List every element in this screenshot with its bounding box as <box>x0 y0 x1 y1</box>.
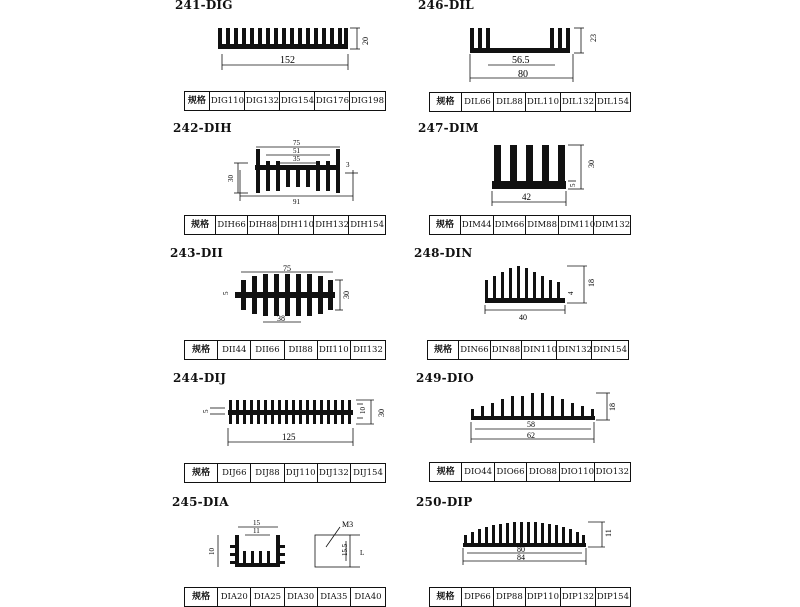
dim-label: 5 <box>569 183 577 187</box>
title-242: 242-DIH <box>173 121 232 135</box>
model-cell: DIN66 <box>458 341 489 359</box>
dim-label: 30 <box>227 175 235 182</box>
dim-label: 15 <box>253 519 260 527</box>
dim-label: 23 <box>589 34 598 42</box>
model-cell: DIH88 <box>247 216 278 234</box>
dim-label: 152 <box>280 55 295 66</box>
model-cell: DIL110 <box>525 93 560 111</box>
dim-label: 84 <box>517 553 525 562</box>
spec-table-246 <box>429 92 631 112</box>
model-cell: DIP88 <box>493 588 525 606</box>
dim-label: 80 <box>518 69 528 80</box>
model-cell: DIJ132 <box>317 464 350 482</box>
model-cell: DIM66 <box>493 216 526 234</box>
title-244: 244-DIJ <box>173 371 227 385</box>
dim-label: 56.5 <box>512 55 530 66</box>
dim-label: 58 <box>527 420 535 429</box>
spec-label: 规格 <box>191 220 210 230</box>
spec-label: 规格 <box>434 345 453 355</box>
model-cell: DIP110 <box>525 588 560 606</box>
model-cell: DII44 <box>217 341 250 359</box>
dim-label: 3 <box>346 161 350 169</box>
dim-label: 35 <box>293 155 300 163</box>
profile-drawing-247 <box>480 140 610 210</box>
spec-label: 规格 <box>192 592 211 602</box>
spec-table-247 <box>429 215 631 235</box>
model-cell: DIO44 <box>461 463 493 481</box>
model-cell: DIN88 <box>490 341 521 359</box>
model-cell: DII88 <box>284 341 317 359</box>
dim-label: 91 <box>293 198 300 206</box>
spec-label: 规格 <box>435 220 454 230</box>
title-245: 245-DIA <box>172 495 229 509</box>
model-cell: DIG110 <box>209 92 244 110</box>
dim-label: 75 <box>293 139 300 147</box>
dim-label: 75 <box>283 264 291 273</box>
dim-label: 125 <box>282 432 296 442</box>
model-cell: DIJ88 <box>250 464 283 482</box>
model-cell: DIP154 <box>595 588 630 606</box>
spec-label: 规格 <box>436 97 455 107</box>
title-241: 241-DIG <box>175 0 233 12</box>
model-cell: DIO110 <box>559 463 594 481</box>
model-cell: DIH132 <box>313 216 348 234</box>
profile-drawing-250 <box>455 515 625 573</box>
profile-drawing-244 <box>200 392 390 452</box>
title-250: 250-DIP <box>416 495 473 509</box>
model-cell: DIA25 <box>250 588 283 606</box>
model-cell: DIO66 <box>494 463 526 481</box>
spec-label: 规格 <box>187 96 206 106</box>
dim-label: 15.5 <box>341 543 349 556</box>
model-cell: DIM44 <box>460 216 493 234</box>
dim-label: 10 <box>359 407 367 414</box>
dim-label: 10 <box>208 548 216 555</box>
model-cell: DIM132 <box>593 216 630 234</box>
profile-drawing-241 <box>200 18 380 78</box>
profile-drawing-245 <box>200 515 370 573</box>
dim-label: 30 <box>377 409 386 417</box>
profile-drawing-243 <box>215 262 355 330</box>
model-cell: DIO88 <box>526 463 558 481</box>
model-cell: DIN132 <box>556 341 591 359</box>
model-cell: DIP132 <box>560 588 595 606</box>
spec-table-248 <box>427 340 629 360</box>
title-243: 243-DII <box>170 246 224 260</box>
model-cell: DIH110 <box>278 216 313 234</box>
title-247: 247-DIM <box>418 121 479 135</box>
spec-label: 规格 <box>436 592 455 602</box>
model-cell: DIL88 <box>493 93 525 111</box>
dim-label: 5 <box>222 291 230 295</box>
dim-label: 18 <box>587 279 596 287</box>
model-cell: DIM88 <box>525 216 558 234</box>
dim-label: 20 <box>361 37 370 45</box>
spec-label: 规格 <box>436 467 455 477</box>
dim-label: 11 <box>604 529 613 537</box>
spec-table-243 <box>184 340 386 360</box>
dim-label: 80 <box>517 545 525 554</box>
model-cell: DIA35 <box>317 588 350 606</box>
model-cell: DIL154 <box>595 93 630 111</box>
spec-label: 规格 <box>192 345 211 355</box>
model-cell: DIL132 <box>560 93 595 111</box>
model-cell: DIG176 <box>314 92 349 110</box>
spec-table-242 <box>184 215 386 235</box>
model-cell: DII110 <box>317 341 350 359</box>
profile-drawing-242 <box>220 135 380 210</box>
profile-drawing-248 <box>475 262 605 327</box>
title-248: 248-DIN <box>414 246 473 260</box>
title-249: 249-DIO <box>416 371 474 385</box>
model-cell: DIA40 <box>350 588 385 606</box>
dim-label: 30 <box>342 291 351 299</box>
spec-table-241 <box>184 91 386 111</box>
title-246: 246-DIL <box>418 0 474 12</box>
model-cell: DII66 <box>250 341 283 359</box>
dim-label: 38 <box>277 314 285 323</box>
model-cell: DIG198 <box>349 92 385 110</box>
profile-drawing-249 <box>465 390 625 450</box>
spec-table-245 <box>184 587 386 607</box>
model-cell: DIG154 <box>279 92 314 110</box>
spec-table-249 <box>429 462 631 482</box>
model-cell: DIM110 <box>558 216 593 234</box>
dim-label: M3 <box>342 520 354 529</box>
dim-label: 11 <box>253 527 260 535</box>
model-cell: DIA20 <box>217 588 250 606</box>
dim-label: 18 <box>608 403 617 411</box>
dim-label: 30 <box>587 160 596 168</box>
spec-table-244 <box>184 463 386 483</box>
spec-label: 规格 <box>192 468 211 478</box>
model-cell: DIJ66 <box>217 464 250 482</box>
model-cell: DIH66 <box>215 216 246 234</box>
profile-drawing-246 <box>460 18 610 83</box>
model-cell: DIJ110 <box>284 464 317 482</box>
model-cell: DIN154 <box>591 341 628 359</box>
dim-label: 62 <box>527 431 535 440</box>
dim-label: 51 <box>293 147 300 155</box>
dim-label: L <box>360 549 365 557</box>
model-cell: DIP66 <box>461 588 493 606</box>
model-cell: DIL66 <box>461 93 493 111</box>
dim-label: 4 <box>567 291 575 295</box>
model-cell: DIH154 <box>348 216 385 234</box>
model-cell: DIO132 <box>594 463 630 481</box>
dim-label: 5 <box>202 409 210 413</box>
spec-table-250 <box>429 587 631 607</box>
model-cell: DIA30 <box>284 588 317 606</box>
dim-label: 40 <box>519 313 527 322</box>
model-cell: DII132 <box>350 341 385 359</box>
model-cell: DIG132 <box>244 92 279 110</box>
model-cell: DIJ154 <box>350 464 385 482</box>
model-cell: DIN110 <box>521 341 556 359</box>
dim-label: 42 <box>522 192 531 202</box>
